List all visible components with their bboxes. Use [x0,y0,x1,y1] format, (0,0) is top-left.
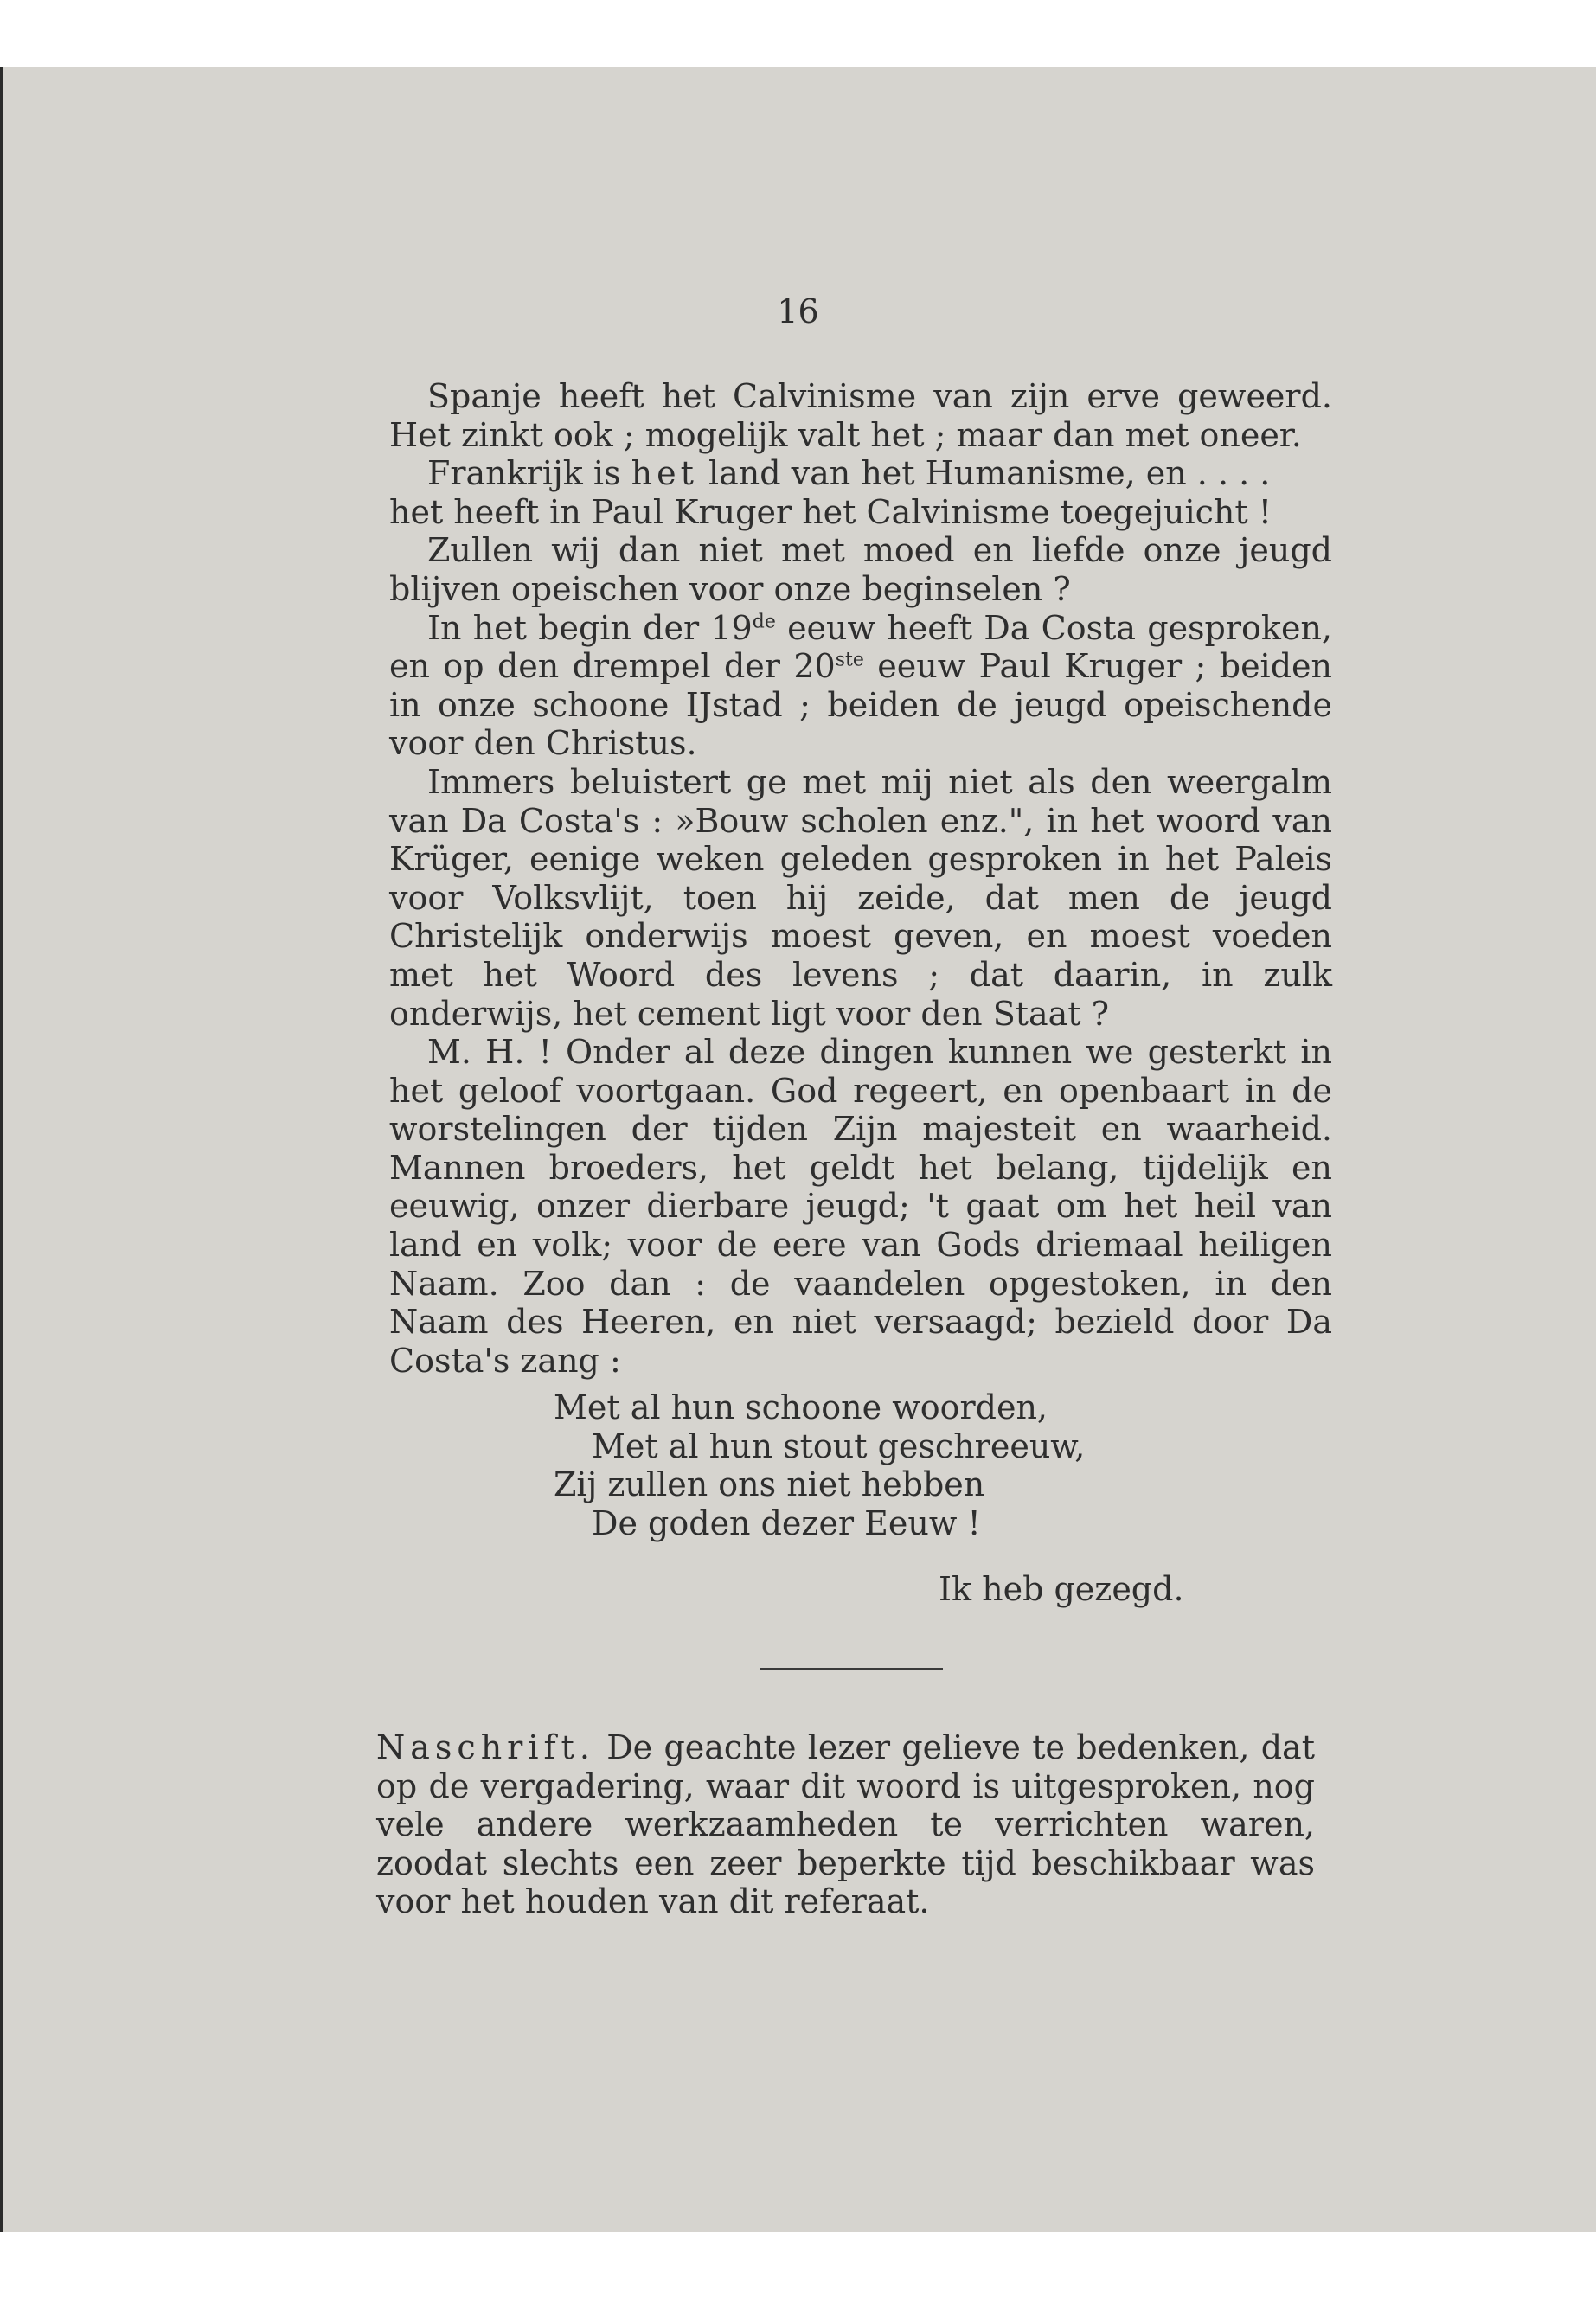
frankrijk-after: land van het Humanisme, en . . . . [708,454,1271,493]
poem-line: Met al hun schoone woorden, [554,1388,1048,1426]
eeuw-part-3: eeuw Paul Kruger ; beiden in onze schoone IJstad ; beiden de jeugd opeischende voor den Christus. [389,647,1332,763]
postscript-text: De geachte lezer gelieve te bedenken, dat op de vergadering, waar dit woord is uitgesproken, nog vele andere werkzaamheden te verrichten waren, zoodat slechts een zeer beperkte tijd beschikbaar was voor het houden van dit referaat. [376,1728,1315,1921]
paragraph-frankrijk [389,454,1332,493]
postscript-paragraph [376,1728,1315,1921]
frankrijk-emphasis: het [631,454,698,493]
sign-off: Ik heb gezegd. [939,1570,1184,1608]
paragraph-zullen: Zullen wij dan niet met moed en liefde onze jeugd blijven opeischen voor onze beginselen ? [389,531,1332,608]
poem [554,1388,1085,1542]
frankrijk-before: Frankrijk is [427,454,621,493]
body-text [389,377,1332,1380]
separator-rule [760,1668,943,1670]
postscript-label: Naschrift. [376,1728,595,1766]
paragraph-immers: Immers beluistert ge met mij niet als den weergalm van Da Costa's : »Bouw scholen enz.", in het woord van Krüger, eenige weken geleden gesproken in het Paleis voor Volksvlijt, toen hij zeide, dat men de jeugd Christelijk onderwijs moest geven, en moest voeden met het Woord des levens ; dat daarin, in zulk onderwijs, het cement ligt voor den Staat ? [389,762,1332,1033]
eeuw-part-1: In het begin der 19 [427,608,753,647]
paragraph-mh: M. H. ! Onder al deze dingen kunnen we gesterkt in het geloof voortgaan. God regeert, en openbaart in de worstelingen der tijden Zijn majesteit en waarheid. Mannen broeders, het geldt het belang, tijdelijk en eeuwig, onzer dierbare jeugd; 't gaat om het heil van land en volk; voor de eere van Gods driemaal heiligen Naam. Zoo dan : de vaandelen opgestoken, in den Naam des Heeren, en niet versaagd; bezield door Da Costa's zang : [389,1033,1332,1380]
eeuw-sup-1: de [752,610,776,632]
page-left-edge [0,67,3,2232]
poem-line: Zij zullen ons niet hebben [554,1465,985,1504]
poem-line: Met al hun stout geschreeuw, [592,1426,1086,1465]
eeuw-part-2: eeuw heeft Da Costa gesproken, en op den drempel der 20 [389,608,1332,686]
paragraph-spanje: Spanje heeft het Calvinisme van zijn erve geweerd. Het zinkt ook ; mogelijk valt het ; maar dan met oneer. [389,377,1332,454]
eeuw-sup-2: ste [835,649,864,671]
poem-line: De goden dezer Eeuw ! [592,1503,981,1542]
postscript [376,1728,1315,1921]
page-number: 16 [777,292,819,330]
paragraph-eeuw [389,609,1332,763]
paragraph-kruger-calvinisme: het heeft in Paul Kruger het Calvinisme toegejuicht ! [389,492,1272,531]
